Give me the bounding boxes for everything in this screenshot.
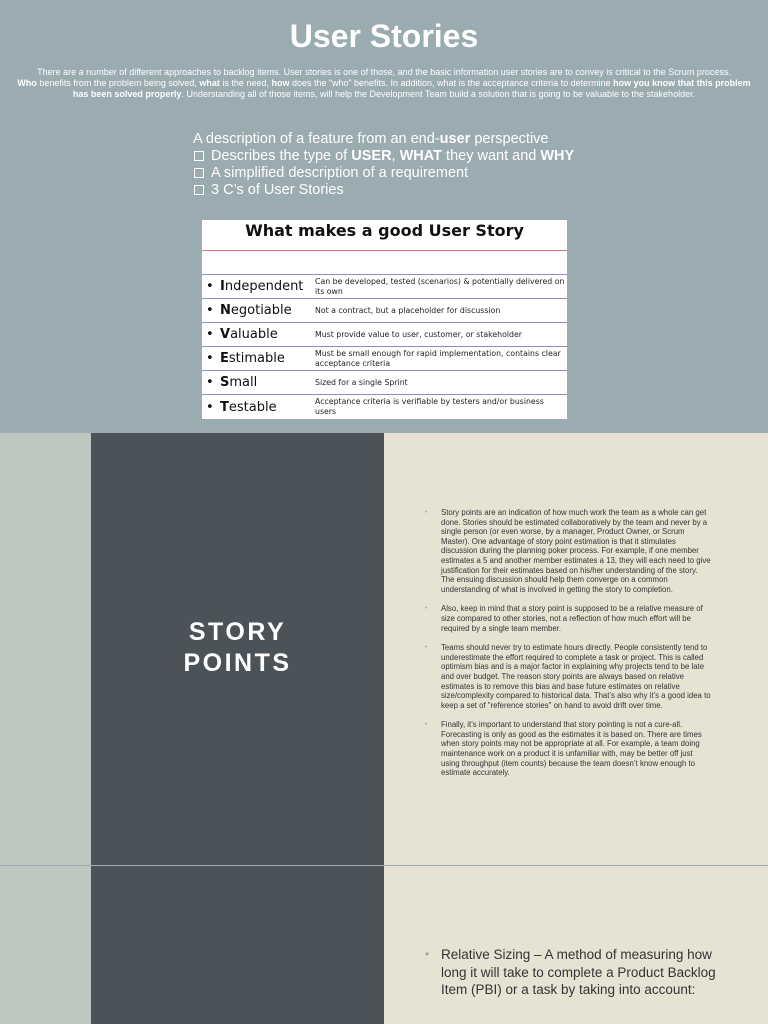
- bullet-text: Finally, it’s important to understand that story pointing is not a cure-all. Forecasting is only as good as the estimates it is based on. There are times when story points may not be appropriate at all. For example, a team doing maintenance work on a product it is unfamiliar with, may be better off just using throughput (item counts) because the team doesn’t know enough to estimate accurately.: [441, 720, 702, 778]
- dark-panel: [91, 866, 384, 1024]
- bullet-dot-icon: •: [425, 509, 428, 516]
- criteria-description: Sized for a single Sprint: [315, 377, 408, 387]
- criteria-rest: mall: [229, 375, 258, 390]
- table-row: [202, 323, 567, 347]
- table-row: [202, 347, 567, 371]
- slide-user-stories: [0, 0, 768, 432]
- list-item: [425, 604, 712, 633]
- intro-emphasis-who: Who: [17, 78, 37, 88]
- slide-relative-sizing: [0, 866, 768, 1024]
- criteria-initial: V: [220, 327, 231, 342]
- bullet-text: Teams should never try to estimate hours directly. People consistently tend to underestimate the effort required to complete a task or project. This is called optimism bias and is a major factor in explaining why projects tend to be late and over budget. The reason story points are always based on relative estimates is to remove this bias and base future estimates on relative size/complexity compared to historical data. That’s also why it’s a good idea to keep a set of "reference stories" on hand to avoid drift over time.: [441, 643, 711, 710]
- checklist-item: 3 C’s of User Stories: [193, 182, 593, 199]
- checkbox-square-icon: [194, 151, 204, 161]
- table-row: [202, 275, 567, 299]
- bullet-text: Also, keep in mind that a story point is supposed to be a relative measure of size compared to other stories, not a reflection of how much effort will be required by a single team member.: [441, 604, 703, 633]
- checklist-item: Describes the type of USER, WHAT they want and WHY: [193, 148, 593, 165]
- invest-criteria-table: [202, 220, 567, 419]
- criteria-initial: I: [220, 279, 225, 294]
- bullet-dot-icon: •: [425, 947, 430, 961]
- criteria-description: Acceptance criteria is verifiable by testers and/or business users: [315, 397, 544, 416]
- criteria-rest: egotiable: [230, 303, 292, 318]
- criteria-initial: T: [220, 399, 229, 415]
- table-row: [202, 371, 567, 395]
- intro-text: benefits from the problem being solved,: [36, 78, 200, 88]
- bullet-dot-icon: •: [206, 303, 214, 318]
- list-item: [425, 643, 712, 710]
- criteria-term: [202, 327, 315, 342]
- intro-emphasis-how: how: [271, 78, 290, 88]
- checklist-item: A simplified description of a requirement: [193, 165, 593, 182]
- bullet-text: Story points are an indication of how much work the team as a whole can get done. Stories should be estimated collaboratively by the team and never by a single person (or even worse, by a manager, Product Owner, or Scrum Master). One advantage of story point estimation is that it stimulates discussion during the planning poker process. For example, if one member estimates a 5 and another member estimates a 13, they will each need to give justification for their estimates based on his/her understanding of the story. The ensuing discussion should help them converge on a common understanding of what is involved in getting the story to completion.: [441, 508, 711, 594]
- bullet-dot-icon: •: [206, 399, 214, 415]
- slide-title: User Stories: [289, 18, 479, 54]
- story-points-bullets: [425, 508, 712, 788]
- bullet-dot-icon: •: [206, 351, 214, 366]
- table-spacer-row: [202, 251, 567, 275]
- bullet-dot-icon: •: [425, 644, 428, 652]
- criteria-initial: N: [220, 303, 231, 318]
- intro-emphasis-what: what: [199, 78, 220, 88]
- bullet-dot-icon: •: [206, 279, 214, 294]
- criteria-term: [202, 303, 315, 318]
- criteria-description: Can be developed, tested (scenarios) & potentially delivered on its own: [315, 276, 565, 296]
- criteria-term: [202, 400, 315, 415]
- checkbox-square-icon: [194, 185, 204, 195]
- slide-title: STORY POINTS: [183, 618, 292, 677]
- table-row: [202, 395, 567, 419]
- criteria-term: [202, 351, 315, 366]
- bullet-dot-icon: •: [206, 375, 214, 390]
- criteria-initial: S: [220, 375, 230, 390]
- criteria-term: [202, 279, 315, 294]
- list-item: [425, 508, 712, 594]
- criteria-rest: stimable: [228, 351, 285, 366]
- table-row: [202, 299, 567, 323]
- intro-text: is the need,: [219, 78, 272, 88]
- intro-text: does the “who” benefits. In addition, what is the acceptance criteria to determine: [289, 78, 614, 88]
- table-heading: What makes a good User Story: [202, 220, 567, 251]
- criteria-term: [202, 375, 315, 390]
- description-line: A description of a feature from an end-user perspective: [193, 131, 549, 147]
- criteria-initial: E: [220, 351, 229, 366]
- relative-sizing-bullet: • Relative Sizing – A method of measuring how long it will take to complete a Product Backlog Item (PBI) or a task by taking into account:: [425, 947, 716, 997]
- content-panel: [384, 866, 768, 1024]
- criteria-rest: ndependent: [224, 279, 304, 294]
- bullet-dot-icon: •: [425, 721, 428, 729]
- bullet-dot-icon: •: [425, 605, 428, 613]
- criteria-description: Must be small enough for rapid implementation, contains clear acceptance criteria: [315, 348, 561, 368]
- feature-description-list: [193, 131, 593, 199]
- intro-text: There are a number of different approaches to backlog items. User stories is one of those, and the basic information user stories are to convey is critical to the Scrum process.: [37, 67, 731, 77]
- intro-paragraph: [10, 67, 758, 100]
- intro-text: . Understanding all of those items, will help the Development Team build a solution that is going to be valuable to the stakeholder.: [181, 89, 696, 99]
- criteria-rest: aluable: [230, 327, 278, 342]
- criteria-rest: estable: [228, 399, 277, 415]
- criteria-description: Must provide value to user, customer, or stakeholder: [315, 329, 522, 339]
- checkbox-square-icon: [194, 168, 204, 178]
- list-item: [425, 720, 712, 778]
- bullet-dot-icon: •: [206, 327, 214, 342]
- slide-story-points: [0, 433, 768, 865]
- intro-emphasis-how-you-know: how you know that this problem has been solved properly: [72, 78, 751, 99]
- criteria-description: Not a contract, but a placeholder for discussion: [315, 305, 501, 315]
